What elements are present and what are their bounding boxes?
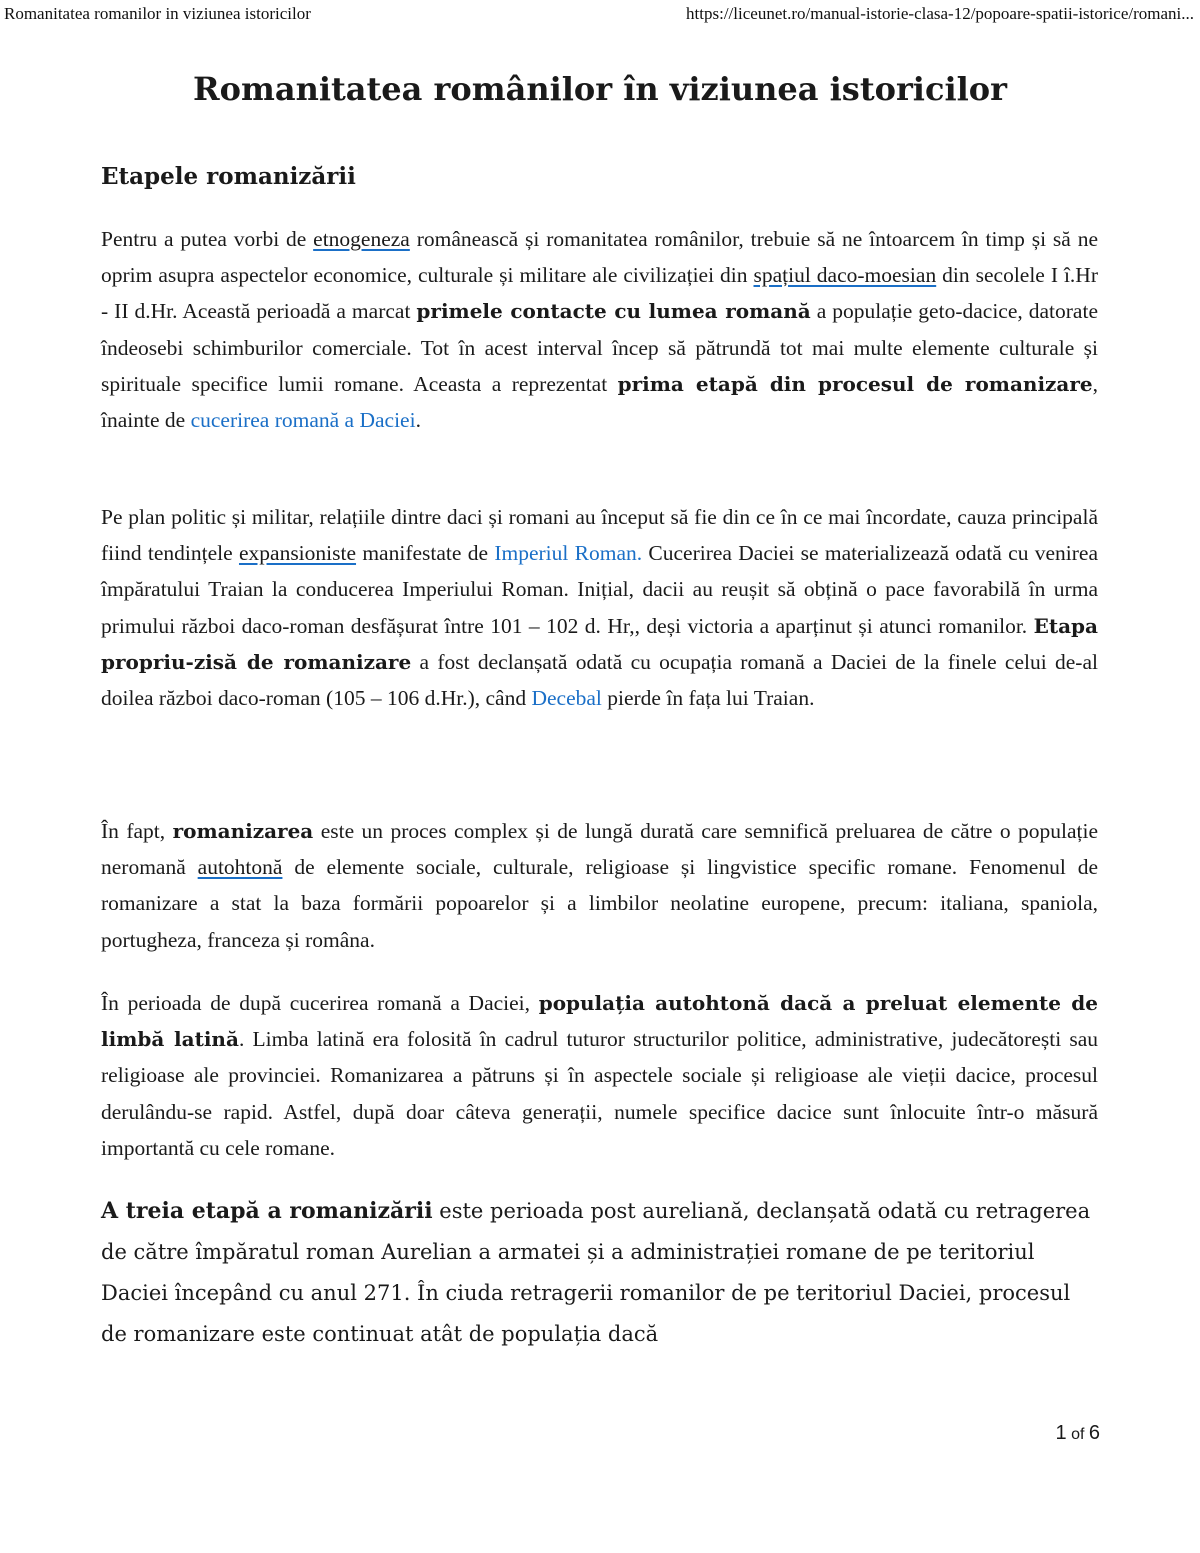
paragraph-4: În perioada de după cucerirea romană a Daciei, populația autohtonă dacă a preluat elemente de limbă latină. Limba latină era folosită în cadrul tuturor structurilor politice, administrative, judecătorești sau religioase ale provinciei. Romanizarea a pătruns și în aspectele sociale și religioase ale vieții dacice, procesul derulându-se rapid. Astfel, după doar câteva generații, numele specifice dacice sunt înlocuite într-o măsură importantă cu cele romane. bbox=[101, 991, 1099, 1160]
print-header-url[interactable]: https://liceunet.ro/manual-istorie-clasa-12/popoare-spatii-istorice/romani... bbox=[686, 4, 1194, 23]
bold-text: Etapa propriu-zisă de romanizare bbox=[101, 613, 1098, 674]
page-current: 1 bbox=[1055, 1422, 1067, 1444]
link-expansioniste[interactable]: expansioniste bbox=[238, 541, 357, 566]
bold-text: romanizarea bbox=[172, 819, 314, 843]
link-spatiul-daco-moesian[interactable]: spațiul daco-moesian bbox=[753, 263, 937, 288]
section-heading: Etapele romanizării bbox=[101, 163, 356, 190]
print-header-title: Romanitatea romanilor in viziunea istoricilor bbox=[4, 4, 311, 23]
bold-text: populația autohtonă dacă a preluat elemente de limbă latină bbox=[101, 991, 1098, 1052]
bold-text: prima etapă din procesul de romanizare bbox=[617, 371, 1093, 396]
page-title: Romanitatea românilor în viziunea istoricilor bbox=[193, 70, 1007, 108]
page-counter bbox=[1056, 1422, 1101, 1445]
paragraph-2: Pe plan politic și militar, relațiile dintre daci și romani au început să fie din ce în ce mai încordate, cauza principală fiind tendințele expansioniste manifestate de Imperiul Roman. Cucerirea Daciei se materializează odată cu venirea împăratului Traian la conducerea Imperiului Roman. Inițial, dacii au reușit să obțină o pace favorabilă în urma primului război daco-roman desfășurat între 101 – 102 d. Hr,, deși victoria a aparținut și atunci romanilor. Etapa propriu-zisă de romanizare a fost declanșată odată cu ocupația romană a Daciei de la finele celui de-al doilea război daco-roman (105 – 106 d.Hr.), când Decebal pierde în fața lui Traian. bbox=[101, 505, 1098, 711]
link-cucerirea-romana[interactable]: cucerirea romană a Daciei bbox=[190, 408, 416, 433]
link-etnogeneza[interactable]: etnogeneza bbox=[313, 227, 410, 251]
bold-text: A treia etapă a romanizării bbox=[101, 1198, 433, 1224]
link-autohtona[interactable]: autohtonă bbox=[197, 855, 283, 880]
page-total: 6 bbox=[1088, 1422, 1100, 1444]
paragraph-1: Pentru a putea vorbi de etnogeneza românească și romanitatea românilor, trebuie să ne întoarcem în timp și să ne oprim asupra aspectelor economice, culturale și militare ale civilizației din spațiul daco-moesian din secolele I î.Hr - II d.Hr. Această perioadă a marcat primele contacte cu lumea romană a populație geto-dacice, datorate îndeosebi schimburilor comerciale. Tot în acest interval încep să pătrundă tot mai multe elemente culturale și spirituale specifice lumii romane. Aceasta a reprezentat prima etapă din procesul de romanizare, înainte de cucerirea romană a Daciei. bbox=[101, 227, 1098, 433]
paragraph-3: În fapt, romanizarea este un proces complex și de lungă durată care semnifică preluarea de către o populație neromană autohtonă de elemente sociale, culturale, religioase și lingvistice specific romane. Fenomenul de romanizare a stat la baza formării popoarelor și a limbilor neolatine europene, precum: italiana, spaniola, portugheza, franceza și româna. bbox=[101, 819, 1099, 952]
bold-text: primele contacte cu lumea romană bbox=[416, 299, 811, 324]
link-decebal[interactable]: Decebal bbox=[531, 686, 602, 711]
page-of: of bbox=[1071, 1426, 1085, 1443]
paragraph-5: A treia etapă a romanizării este perioada post aureliană, declanșată odată cu retragerea de către împăratul roman Aurelian a armatei și a administrației romane de pe teritoriul Daciei începând cu anul 271. În ciuda retragerii romanilor de pe teritoriul Daciei, procesul de romanizare este continuat atât de populația dacă bbox=[101, 1198, 1091, 1346]
link-imperiul-roman[interactable]: Imperiul Roman. bbox=[494, 541, 643, 566]
print-header bbox=[4, 4, 1194, 26]
